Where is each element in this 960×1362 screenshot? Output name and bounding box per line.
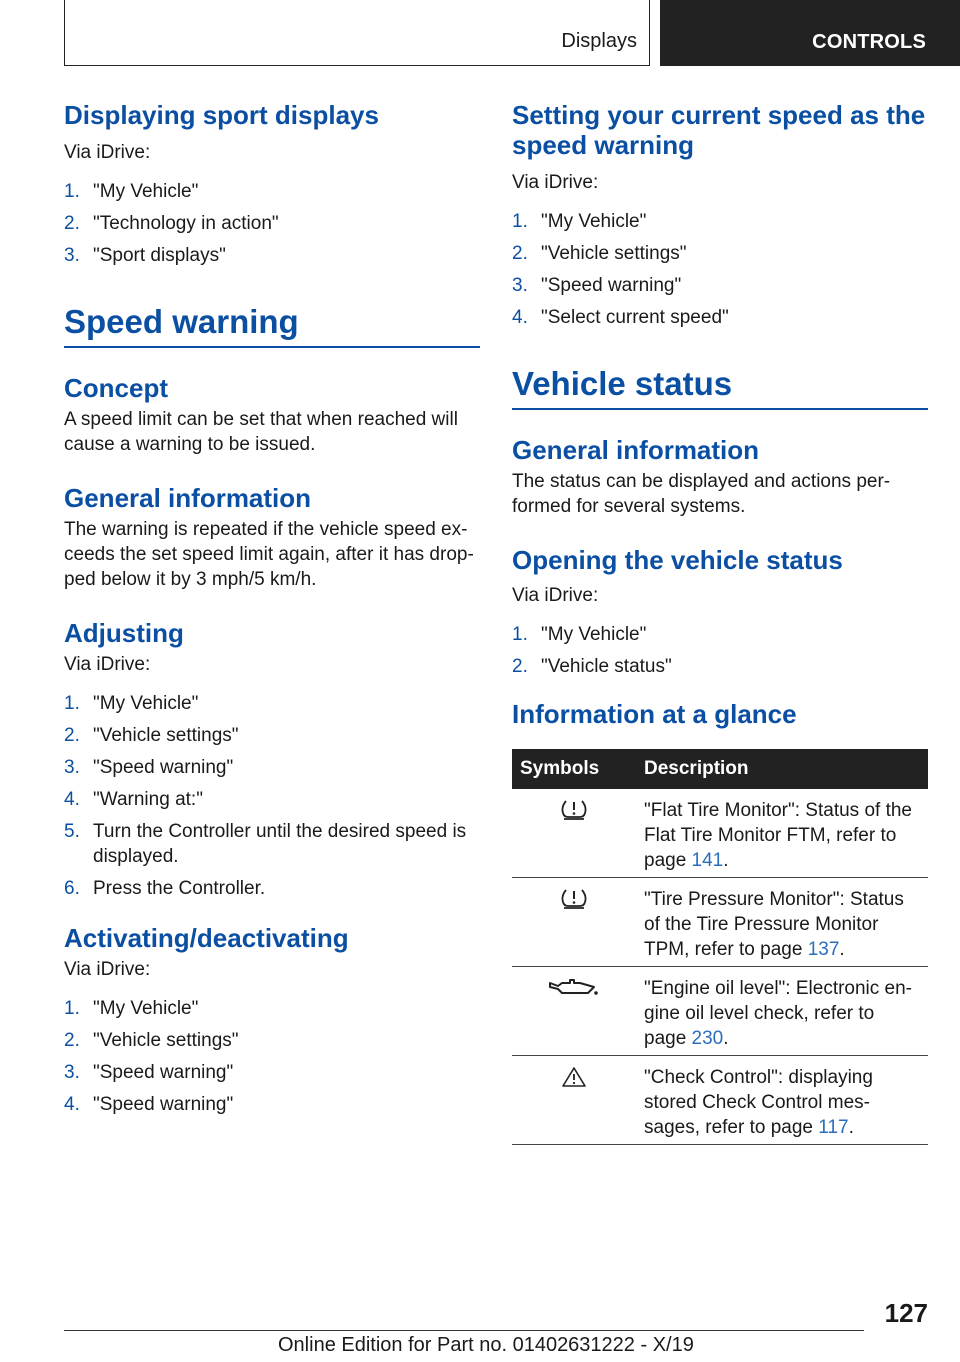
list-item bbox=[64, 243, 480, 268]
step-number: 6. bbox=[64, 878, 80, 899]
status-table-body bbox=[512, 789, 928, 1145]
list-item bbox=[64, 876, 480, 901]
vehicle-status-heading: Vehicle status bbox=[512, 364, 928, 410]
page-number: 127 bbox=[884, 1298, 928, 1328]
adjusting-intro: Via iDrive: bbox=[64, 654, 151, 675]
step-text: "My Vehicle" bbox=[541, 211, 647, 232]
list-item bbox=[512, 273, 928, 298]
step-number: 3. bbox=[64, 757, 80, 778]
sport-displays-heading: Displaying sport displays bbox=[64, 100, 379, 130]
list-item bbox=[64, 691, 480, 716]
activating-heading: Activating/deactivating bbox=[64, 923, 349, 953]
description-end: . bbox=[848, 1117, 854, 1138]
list-item bbox=[512, 622, 928, 647]
step-text: "Speed warning" bbox=[93, 1062, 234, 1083]
adjusting-heading: Adjusting bbox=[64, 618, 184, 648]
symbol-cell bbox=[512, 789, 636, 878]
list-item bbox=[64, 787, 480, 812]
step-text: "My Vehicle" bbox=[93, 998, 199, 1019]
general-info-heading: General information bbox=[64, 483, 312, 513]
list-item bbox=[64, 819, 480, 869]
step-number: 2. bbox=[64, 1030, 80, 1051]
step-number: 5. bbox=[64, 821, 80, 842]
page-reference-link[interactable]: 117 bbox=[818, 1117, 849, 1138]
opening-status-heading: Opening the vehicle status bbox=[512, 545, 843, 575]
list-item bbox=[512, 241, 928, 266]
symbol-cell bbox=[512, 1056, 636, 1145]
warning-triangle-icon bbox=[561, 1072, 587, 1093]
list-item bbox=[64, 211, 480, 236]
step-number: 2. bbox=[512, 656, 528, 677]
step-text: "My Vehicle" bbox=[93, 181, 199, 202]
list-item bbox=[64, 755, 480, 780]
step-text: "Sport displays" bbox=[93, 245, 226, 266]
table-row bbox=[512, 789, 928, 878]
table-row bbox=[512, 967, 928, 1056]
activating-intro: Via iDrive: bbox=[64, 959, 151, 980]
tire-warning-icon bbox=[560, 894, 588, 915]
step-number: 2. bbox=[512, 243, 528, 264]
header-section-label: Displays bbox=[561, 30, 637, 52]
description-cell bbox=[636, 1056, 928, 1145]
activating-steps-list bbox=[64, 996, 480, 1117]
status-symbols-table bbox=[512, 749, 928, 1145]
step-text: "Select current speed" bbox=[541, 307, 729, 328]
description-column-header: Description bbox=[636, 749, 928, 789]
step-number: 2. bbox=[64, 213, 80, 234]
description-cell bbox=[636, 967, 928, 1056]
symbol-cell bbox=[512, 967, 636, 1056]
page-header bbox=[64, 0, 960, 66]
description-end: . bbox=[839, 939, 845, 960]
opening-steps-list bbox=[512, 622, 928, 679]
list-item bbox=[64, 1092, 480, 1117]
description-text: "Check Control": displaying stored Check Control mes-sages, refer to page bbox=[644, 1067, 873, 1138]
header-chapter-label: CONTROLS bbox=[812, 31, 926, 53]
header-section-box bbox=[64, 0, 650, 66]
step-text: Turn the Controller until the desired speed is displayed. bbox=[93, 821, 467, 867]
description-text: "Engine oil level": Electronic en-gine oil level check, refer to page bbox=[644, 978, 913, 1049]
table-row bbox=[512, 878, 928, 967]
step-number: 1. bbox=[64, 693, 80, 714]
symbol-cell bbox=[512, 878, 636, 967]
list-item bbox=[512, 654, 928, 679]
description-cell bbox=[636, 789, 928, 878]
list-item bbox=[64, 1060, 480, 1085]
oil-can-icon bbox=[548, 983, 600, 1004]
sport-steps-list bbox=[64, 179, 480, 268]
description-text: "Tire Pressure Monitor": Status of the Tire Pressure Monitor TPM, refer to page bbox=[644, 889, 904, 960]
list-item bbox=[512, 209, 928, 234]
step-text: "Speed warning" bbox=[541, 275, 682, 296]
general-info-text: The warning is repeated if the vehicle speed ex-ceeds the set speed limit again, after it has drop-ped below it by 3 mph/5 km/h. bbox=[64, 519, 474, 590]
step-text: "My Vehicle" bbox=[541, 624, 647, 645]
status-general-text: The status can be displayed and actions per-formed for several systems. bbox=[512, 471, 891, 517]
glance-heading: Information at a glance bbox=[512, 699, 797, 729]
setting-steps-list bbox=[512, 209, 928, 330]
speed-warning-heading: Speed warning bbox=[64, 302, 480, 348]
step-text: "Vehicle settings" bbox=[93, 1030, 239, 1051]
step-number: 1. bbox=[512, 624, 528, 645]
page-reference-link[interactable]: 137 bbox=[807, 939, 840, 960]
adjusting-steps-list bbox=[64, 691, 480, 901]
status-general-heading: General information bbox=[512, 435, 760, 465]
step-number: 3. bbox=[64, 1062, 80, 1083]
step-text: "Vehicle status" bbox=[541, 656, 672, 677]
sport-intro: Via iDrive: bbox=[64, 142, 151, 163]
footer-edition: Online Edition for Part no. 01402631222 - X/19 bbox=[278, 1334, 694, 1356]
step-text: "Technology in action" bbox=[93, 213, 279, 234]
list-item bbox=[64, 1028, 480, 1053]
list-item bbox=[64, 179, 480, 204]
step-number: 1. bbox=[512, 211, 528, 232]
step-number: 1. bbox=[64, 998, 80, 1019]
description-end: . bbox=[723, 1028, 729, 1049]
table-row bbox=[512, 1056, 928, 1145]
step-text: "Speed warning" bbox=[93, 1094, 234, 1115]
description-cell bbox=[636, 878, 928, 967]
step-number: 4. bbox=[64, 1094, 80, 1115]
list-item bbox=[64, 723, 480, 748]
list-item bbox=[512, 305, 928, 330]
description-text: "Flat Tire Monitor": Status of the Flat Tire Monitor FTM, refer to page bbox=[644, 800, 912, 871]
right-column bbox=[512, 100, 928, 1145]
setting-intro: Via iDrive: bbox=[512, 172, 599, 193]
page-reference-link[interactable]: 230 bbox=[691, 1028, 724, 1049]
table-header-row bbox=[512, 749, 928, 789]
footer-divider bbox=[64, 1330, 864, 1331]
step-text: "Speed warning" bbox=[93, 757, 234, 778]
step-number: 4. bbox=[64, 789, 80, 810]
opening-intro: Via iDrive: bbox=[512, 585, 599, 606]
step-text: "My Vehicle" bbox=[93, 693, 199, 714]
step-text: "Vehicle settings" bbox=[541, 243, 687, 264]
description-end: . bbox=[723, 850, 729, 871]
tire-warning-icon bbox=[560, 805, 588, 826]
step-number: 3. bbox=[64, 245, 80, 266]
step-text: Press the Controller. bbox=[93, 878, 266, 899]
step-number: 2. bbox=[64, 725, 80, 746]
step-text: "Vehicle settings" bbox=[93, 725, 239, 746]
setting-speed-heading: Setting your current speed as the speed warning bbox=[512, 100, 926, 160]
concept-heading: Concept bbox=[64, 373, 168, 403]
step-number: 1. bbox=[64, 181, 80, 202]
step-text: "Warning at:" bbox=[93, 789, 203, 810]
page-reference-link[interactable]: 141 bbox=[691, 850, 724, 871]
step-number: 3. bbox=[512, 275, 528, 296]
list-item bbox=[64, 996, 480, 1021]
symbols-column-header: Symbols bbox=[512, 749, 636, 789]
left-column bbox=[64, 100, 480, 1124]
header-chapter-tab bbox=[660, 0, 960, 66]
step-number: 4. bbox=[512, 307, 528, 328]
concept-text: A speed limit can be set that when reached will cause a warning to be issued. bbox=[64, 409, 458, 455]
